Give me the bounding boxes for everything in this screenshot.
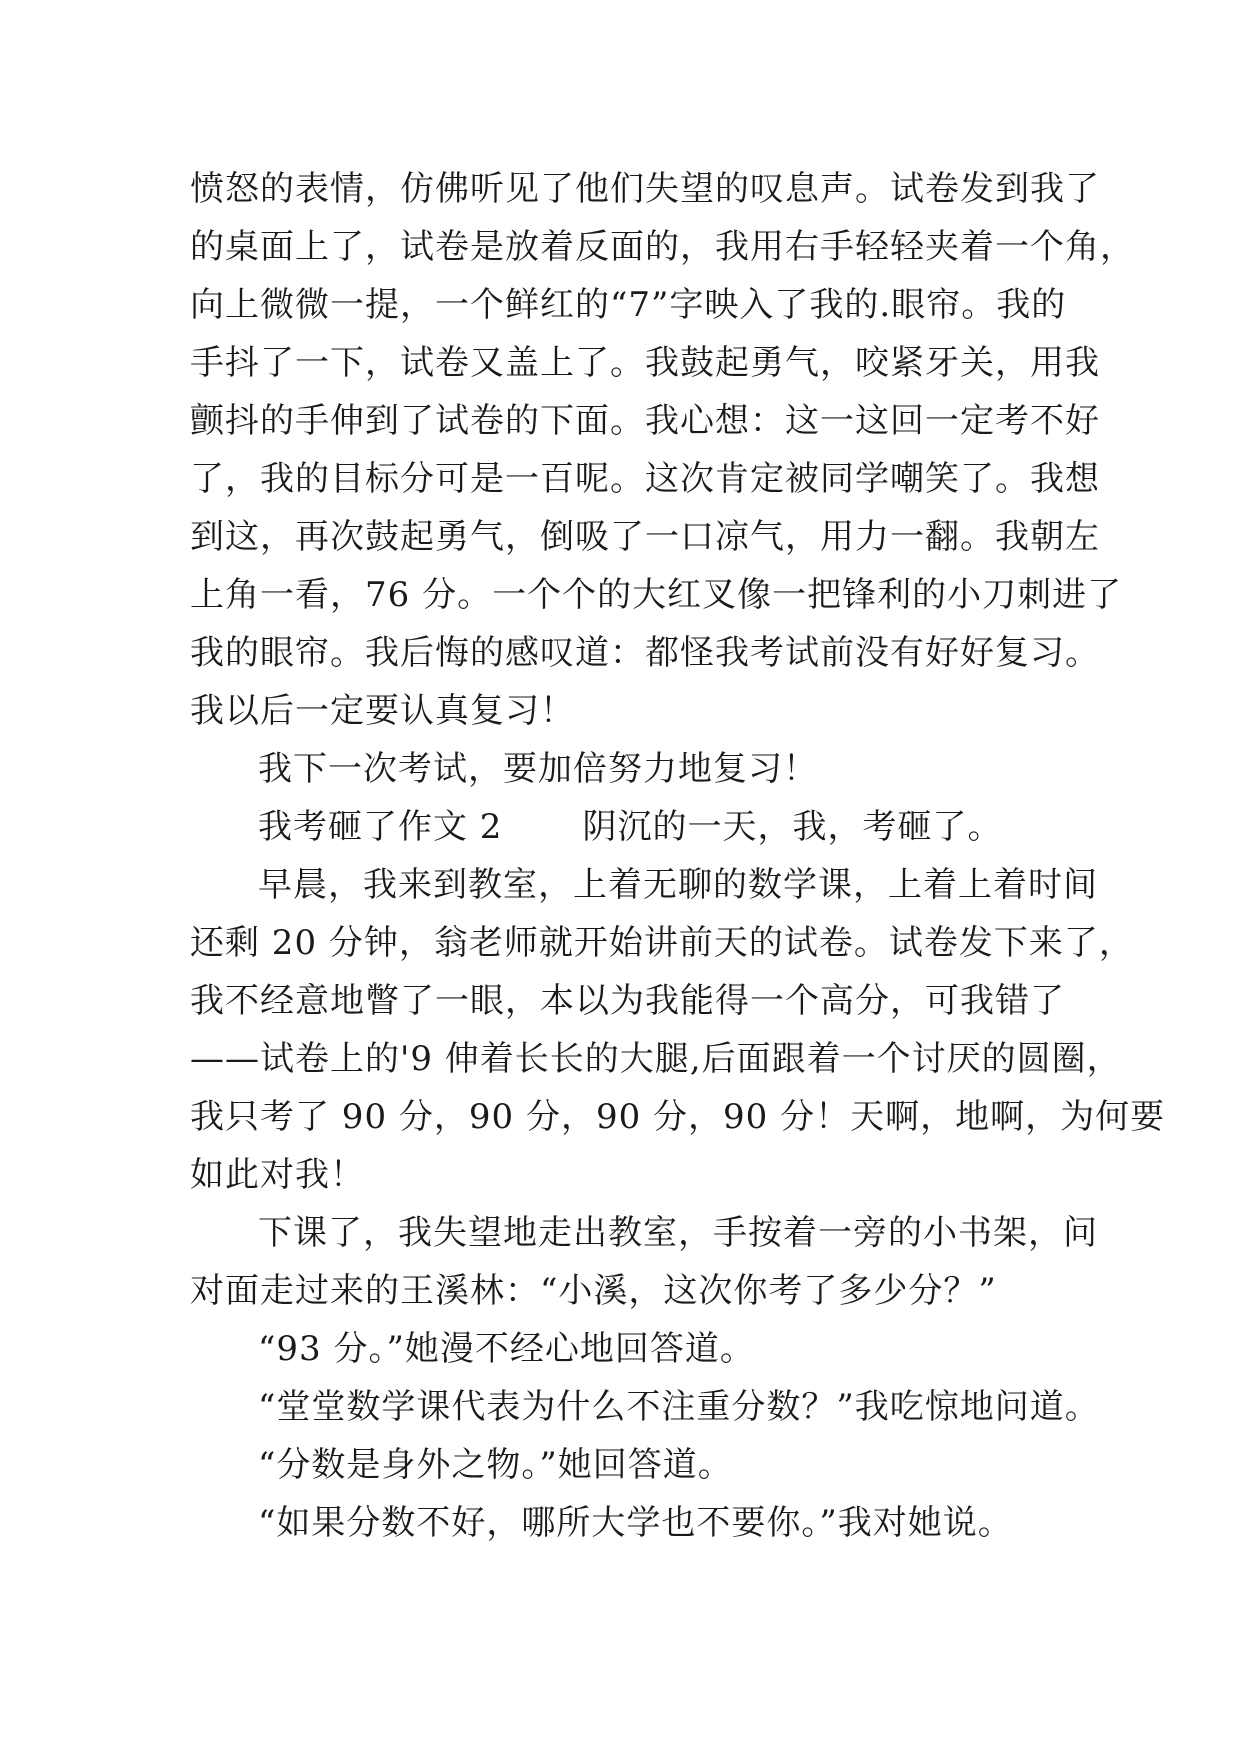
text-line: 还剩 20 分钟，翁老师就开始讲前天的试卷。试卷发下来了， [190, 923, 1134, 963]
text-line: 了，我的目标分可是一百呢。这次肯定被同学嘲笑了。我想 [190, 459, 1100, 499]
text-line: 上角一看，76 分。一个个的大红叉像一把锋利的小刀刺进了 [190, 575, 1123, 615]
text-line: ——试卷上的'9 伸着长长的大腿,后面跟着一个讨厌的圆圈， [190, 1039, 1122, 1079]
text-line: 手抖了一下，试卷又盖上了。我鼓起勇气，咬紧牙关，用我 [190, 343, 1100, 383]
essay-lines-before [190, 160, 1135, 798]
essay-opening-sentence: 阴沉的一天，我，考砸了。 [582, 807, 1003, 847]
text-line: “93 分。”她漫不经心地回答道。 [258, 1329, 755, 1369]
essay-title: 我考砸了作文 2 [258, 807, 503, 847]
essay-lines-after [190, 856, 1166, 1552]
text-line: “堂堂数学课代表为什么不注重分数？”我吃惊地问道。 [258, 1387, 1100, 1427]
text-line: 我下一次考试，要加倍努力地复习！ [258, 749, 818, 789]
text-line: 向上微微一提，一个鲜红的“7”字映入了我的.眼帘。我的 [190, 285, 1067, 325]
text-line: 下课了，我失望地走出教室，手按着一旁的小书架，问 [258, 1213, 1098, 1253]
text-line: 早晨，我来到教室，上着无聊的数学课，上着上着时间 [258, 865, 1098, 905]
essay-heading-line [190, 798, 1070, 856]
text-line: 我不经意地瞥了一眼，本以为我能得一个高分，可我错了 [190, 981, 1065, 1021]
text-line: “分数是身外之物。”她回答道。 [258, 1445, 733, 1485]
text-line: 到这，再次鼓起勇气，倒吸了一口凉气，用力一翻。我朝左 [190, 517, 1100, 557]
text-line: 对面走过来的王溪林：“小溪，这次你考了多少分？” [190, 1271, 997, 1311]
text-line: 我的眼帘。我后悔的感叹道：都怪我考试前没有好好复习。 [190, 633, 1100, 673]
text-line: 我只考了 90 分，90 分，90 分，90 分！天啊，地啊，为何要 [190, 1097, 1166, 1137]
text-line: 颤抖的手伸到了试卷的下面。我心想：这一这回一定考不好 [190, 401, 1100, 441]
text-line: 愤怒的表情，仿佛听见了他们失望的叹息声。试卷发到我了 [190, 169, 1100, 209]
text-line: 如此对我！ [190, 1155, 365, 1195]
text-line: 的桌面上了，试卷是放着反面的，我用右手轻轻夹着一个角， [190, 227, 1135, 267]
essay-text [190, 160, 1166, 1552]
text-line: 我以后一定要认真复习！ [190, 691, 575, 731]
text-line: “如果分数不好，哪所大学也不要你。”我对她说。 [258, 1503, 1013, 1543]
